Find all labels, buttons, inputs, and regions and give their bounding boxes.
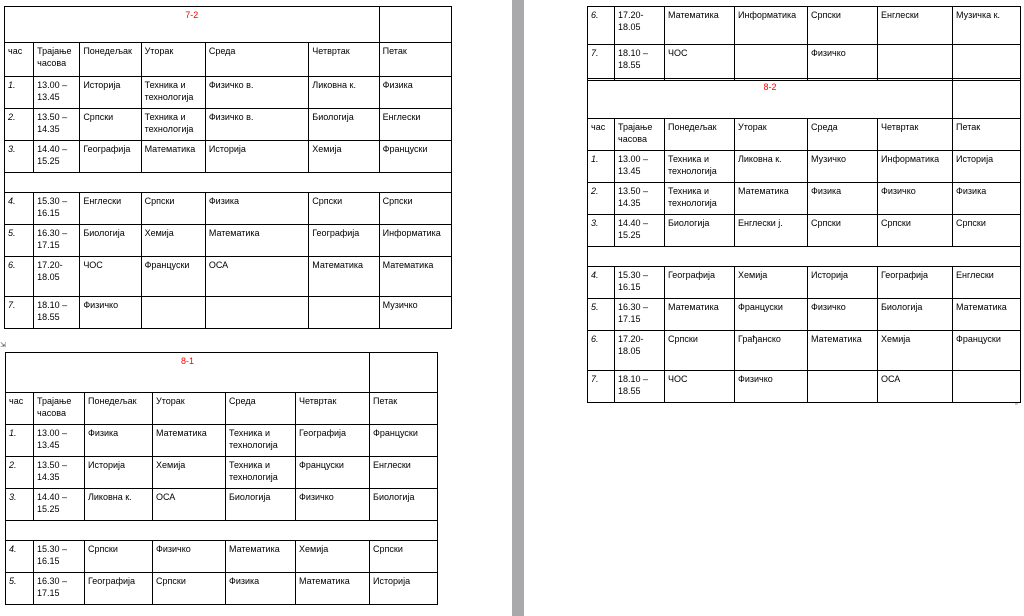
subject-cell: Српски: [878, 215, 953, 247]
subject-cell: Ликовна к.: [85, 489, 153, 521]
subject-cell: Енглески: [80, 193, 141, 225]
table-row: [588, 331, 1021, 371]
column-header: Уторак: [735, 119, 808, 151]
header-row: [5, 43, 452, 77]
period-number: 1.: [6, 425, 34, 457]
subject-cell: Информатика: [878, 151, 953, 183]
time-cell: 18.10 – 18.55: [615, 371, 665, 403]
table-row: [588, 267, 1021, 299]
column-header: час: [6, 393, 34, 425]
subject-cell: Математика: [205, 225, 308, 257]
period-number: 5.: [588, 299, 615, 331]
time-cell: 15.30 – 16.15: [34, 541, 85, 573]
subject-cell: Математика: [141, 141, 205, 173]
subject-cell: Музичка к.: [953, 7, 1021, 45]
subject-cell: Српски: [85, 541, 153, 573]
period-number: 7.: [5, 297, 34, 329]
title-row: [6, 353, 438, 393]
column-header: час: [588, 119, 615, 151]
subject-cell: Хемија: [141, 225, 205, 257]
subject-cell: Географија: [665, 267, 735, 299]
subject-cell: [205, 297, 308, 329]
subject-cell: Информатика: [735, 7, 808, 45]
column-header: Среда: [226, 393, 296, 425]
break-cell: [588, 247, 1021, 267]
subject-cell: ОСА: [878, 371, 953, 403]
break-cell: [6, 521, 438, 541]
time-cell: 15.30 – 16.15: [34, 193, 80, 225]
subject-cell: Српски: [808, 215, 878, 247]
period-number: 2.: [5, 109, 34, 141]
subject-cell: Физичко в.: [205, 109, 308, 141]
period-number: 4.: [6, 541, 34, 573]
period-number: 5.: [6, 573, 34, 605]
subject-cell: Математика: [153, 425, 226, 457]
break-cell: [5, 173, 452, 193]
subject-cell: Информатика: [379, 225, 451, 257]
subject-cell: Француски: [379, 141, 451, 173]
table-row: [6, 541, 438, 573]
table-row: [5, 109, 452, 141]
subject-cell: Хемија: [878, 331, 953, 371]
column-header: Петак: [379, 43, 451, 77]
period-number: 6.: [588, 331, 615, 371]
table-row: [5, 77, 452, 109]
title-row: [5, 7, 452, 43]
table-row: [588, 7, 1021, 45]
subject-cell: Биологија: [226, 489, 296, 521]
column-header: Среда: [205, 43, 308, 77]
subject-cell: Историја: [370, 573, 438, 605]
subject-cell: ОСА: [153, 489, 226, 521]
subject-cell: Математика: [226, 541, 296, 573]
time-cell: 15.30 – 16.15: [615, 267, 665, 299]
subject-cell: Француски: [141, 257, 205, 297]
column-header: Среда: [808, 119, 878, 151]
table-row: [5, 257, 452, 297]
subject-cell: Техника и технологија: [226, 457, 296, 489]
subject-cell: Техника и технологија: [141, 109, 205, 141]
subject-cell: [953, 371, 1021, 403]
subject-cell: Српски: [665, 331, 735, 371]
period-number: 1.: [5, 77, 34, 109]
period-number: 6.: [5, 257, 34, 297]
subject-cell: Српски: [379, 193, 451, 225]
column-header: Понедељак: [85, 393, 153, 425]
time-cell: 17.20- 18.05: [615, 331, 665, 371]
period-number: 7.: [588, 45, 615, 81]
subject-cell: Географија: [309, 225, 379, 257]
page-divider: [512, 0, 524, 616]
column-header: Уторак: [153, 393, 226, 425]
time-cell: 18.10 – 18.55: [34, 297, 80, 329]
time-cell: 18.10 – 18.55: [615, 45, 665, 81]
subject-cell: Српски: [80, 109, 141, 141]
subject-cell: Математика: [735, 183, 808, 215]
subject-cell: Техника и технологија: [141, 77, 205, 109]
subject-cell: Музичко: [379, 297, 451, 329]
subject-cell: [309, 297, 379, 329]
subject-cell: [808, 371, 878, 403]
subject-cell: ЧОС: [665, 45, 735, 81]
empty-cell: [953, 79, 1021, 119]
subject-cell: Физичко: [296, 489, 370, 521]
table-anchor-icon: ⇲: [0, 342, 6, 349]
break-row: [6, 521, 438, 541]
table-row: [6, 425, 438, 457]
subject-cell: Физичко в.: [205, 77, 308, 109]
subject-cell: Математика: [296, 573, 370, 605]
period-number: 4.: [588, 267, 615, 299]
period-number: 2.: [6, 457, 34, 489]
time-cell: 17.20- 18.05: [615, 7, 665, 45]
subject-cell: Српски: [153, 573, 226, 605]
class-title: 8-2: [588, 79, 953, 119]
subject-cell: Биологија: [878, 299, 953, 331]
time-cell: 17.20- 18.05: [34, 257, 80, 297]
empty-cell: [370, 353, 438, 393]
header-row: [588, 119, 1021, 151]
time-cell: 13.50 – 14.35: [34, 457, 85, 489]
subject-cell: Историја: [808, 267, 878, 299]
subject-cell: Биологија: [309, 109, 379, 141]
subject-cell: Физика: [379, 77, 451, 109]
column-header: Трајање часова: [34, 393, 85, 425]
subject-cell: Хемија: [296, 541, 370, 573]
period-number: 7.: [588, 371, 615, 403]
time-cell: 16.30 – 17.15: [34, 225, 80, 257]
subject-cell: Француски: [953, 331, 1021, 371]
time-cell: 14.40 – 15.25: [34, 489, 85, 521]
subject-cell: Музичко: [808, 151, 878, 183]
subject-cell: Физика: [85, 425, 153, 457]
column-header: Четвртак: [878, 119, 953, 151]
subject-cell: Историја: [953, 151, 1021, 183]
time-cell: 14.40 – 15.25: [34, 141, 80, 173]
time-cell: 13.50 – 14.35: [34, 109, 80, 141]
subject-cell: [878, 45, 953, 81]
time-cell: 13.00 – 13.45: [34, 425, 85, 457]
period-number: 6.: [588, 7, 615, 45]
subject-cell: Енглески: [370, 457, 438, 489]
column-header: Петак: [370, 393, 438, 425]
subject-cell: Физичко: [878, 183, 953, 215]
column-header: час: [5, 43, 34, 77]
subject-cell: Математика: [665, 299, 735, 331]
schedule-table-7-2: [4, 6, 452, 329]
period-number: 2.: [588, 183, 615, 215]
time-cell: 16.30 – 17.15: [34, 573, 85, 605]
subject-cell: [141, 297, 205, 329]
subject-cell: ЧОС: [80, 257, 141, 297]
time-cell: 13.50 – 14.35: [615, 183, 665, 215]
class-title: 7-2: [5, 7, 380, 43]
column-header: Петак: [953, 119, 1021, 151]
table-row: [6, 457, 438, 489]
class-title: 8-1: [6, 353, 370, 393]
break-row: [5, 173, 452, 193]
subject-cell: Енглески ј.: [735, 215, 808, 247]
table-row: [6, 573, 438, 605]
subject-cell: Српски: [808, 7, 878, 45]
subject-cell: Математика: [379, 257, 451, 297]
subject-cell: Француски: [370, 425, 438, 457]
subject-cell: ОСА: [205, 257, 308, 297]
table-row: [588, 371, 1021, 403]
table-row: [588, 45, 1021, 81]
subject-cell: Енглески: [379, 109, 451, 141]
subject-cell: Ликовна к.: [309, 77, 379, 109]
break-row: [588, 247, 1021, 267]
subject-cell: Техника и технологија: [665, 183, 735, 215]
subject-cell: Физичко: [153, 541, 226, 573]
subject-cell: Грађанско: [735, 331, 808, 371]
subject-cell: Ликовна к.: [735, 151, 808, 183]
subject-cell: Историја: [80, 77, 141, 109]
column-header: Четвртак: [296, 393, 370, 425]
column-header: Понедељак: [665, 119, 735, 151]
subject-cell: Физичко: [735, 371, 808, 403]
subject-cell: Физика: [953, 183, 1021, 215]
table-row: [588, 215, 1021, 247]
schedule-table-8-1: [5, 352, 438, 605]
subject-cell: Енглески: [953, 267, 1021, 299]
subject-cell: Физика: [226, 573, 296, 605]
subject-cell: Математика: [665, 7, 735, 45]
column-header: Уторак: [141, 43, 205, 77]
table-row: [5, 141, 452, 173]
subject-cell: Техника и технологија: [665, 151, 735, 183]
period-number: 4.: [5, 193, 34, 225]
subject-cell: Српски: [141, 193, 205, 225]
subject-cell: Француски: [296, 457, 370, 489]
table-row: [588, 151, 1021, 183]
time-cell: 14.40 – 15.25: [615, 215, 665, 247]
subject-cell: Физичко: [808, 45, 878, 81]
subject-cell: Математика: [808, 331, 878, 371]
period-number: 3.: [6, 489, 34, 521]
subject-cell: Историја: [85, 457, 153, 489]
header-row: [6, 393, 438, 425]
subject-cell: Математика: [309, 257, 379, 297]
table-row: [5, 225, 452, 257]
subject-cell: Географија: [878, 267, 953, 299]
subject-cell: [953, 45, 1021, 81]
table-resize-handle-icon[interactable]: ▫: [1015, 401, 1018, 408]
subject-cell: Биологија: [80, 225, 141, 257]
column-header: Трајање часова: [615, 119, 665, 151]
subject-cell: Физичко: [80, 297, 141, 329]
time-cell: 13.00 – 13.45: [34, 77, 80, 109]
table-row: [588, 299, 1021, 331]
subject-cell: Географија: [85, 573, 153, 605]
subject-cell: Физика: [205, 193, 308, 225]
schedule-table-8-2: [587, 78, 1021, 403]
subject-cell: Српски: [953, 215, 1021, 247]
subject-cell: Географија: [80, 141, 141, 173]
schedule-table-8-1-continued: [587, 6, 1021, 81]
subject-cell: Хемија: [735, 267, 808, 299]
subject-cell: [735, 45, 808, 81]
table-row: [6, 489, 438, 521]
subject-cell: Француски: [735, 299, 808, 331]
subject-cell: Биологија: [370, 489, 438, 521]
subject-cell: Физика: [808, 183, 878, 215]
time-cell: 13.00 – 13.45: [615, 151, 665, 183]
table-row: [588, 183, 1021, 215]
table-row: [5, 193, 452, 225]
subject-cell: Хемија: [309, 141, 379, 173]
subject-cell: Техника и технологија: [226, 425, 296, 457]
subject-cell: ЧОС: [665, 371, 735, 403]
subject-cell: Српски: [370, 541, 438, 573]
subject-cell: Физичко: [808, 299, 878, 331]
subject-cell: Математика: [953, 299, 1021, 331]
column-header: Понедељак: [80, 43, 141, 77]
subject-cell: Биологија: [665, 215, 735, 247]
period-number: 3.: [5, 141, 34, 173]
time-cell: 16.30 – 17.15: [615, 299, 665, 331]
subject-cell: Географија: [296, 425, 370, 457]
subject-cell: Хемија: [153, 457, 226, 489]
column-header: Четвртак: [309, 43, 379, 77]
period-number: 3.: [588, 215, 615, 247]
period-number: 1.: [588, 151, 615, 183]
title-row: [588, 79, 1021, 119]
subject-cell: Историја: [205, 141, 308, 173]
column-header: Трајање часова: [34, 43, 80, 77]
period-number: 5.: [5, 225, 34, 257]
empty-cell: [379, 7, 451, 43]
table-row: [5, 297, 452, 329]
subject-cell: Енглески: [878, 7, 953, 45]
subject-cell: Српски: [309, 193, 379, 225]
